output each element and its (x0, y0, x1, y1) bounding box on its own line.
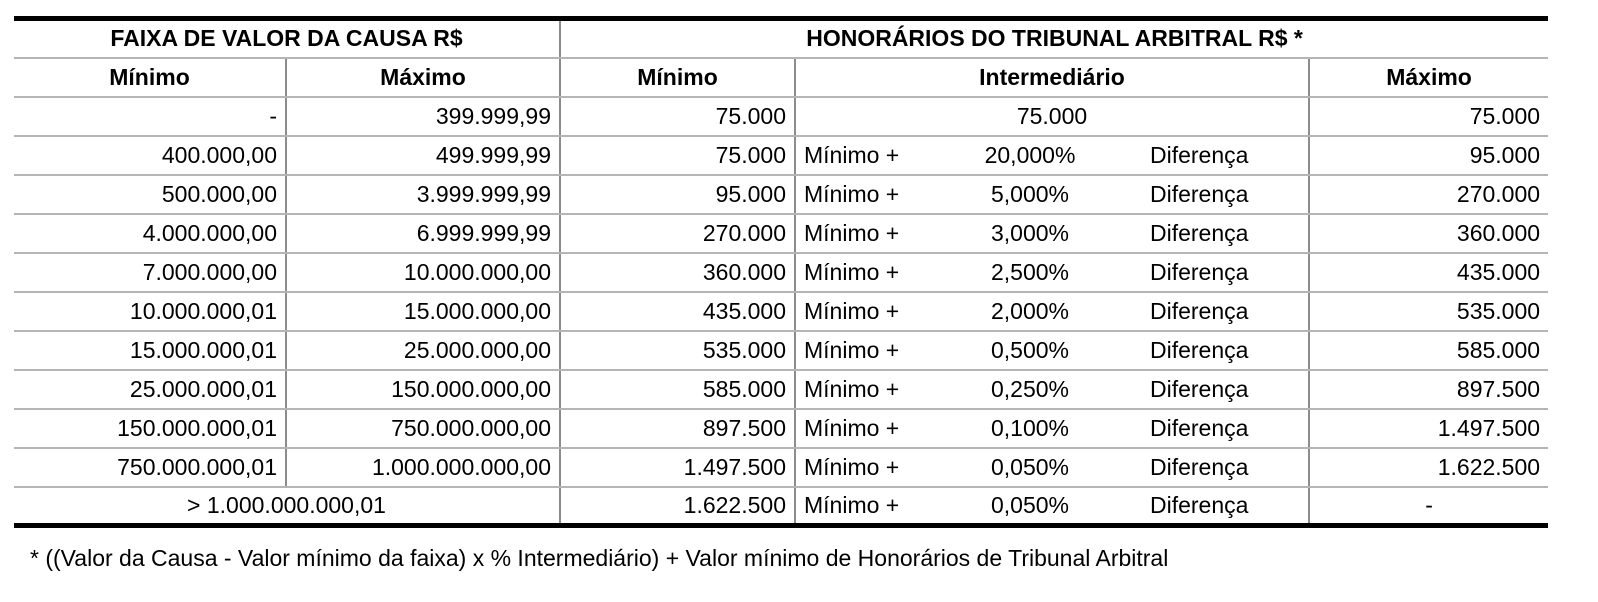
table-row (14, 292, 1548, 331)
cell-hon-max: 270.000 (1309, 175, 1548, 214)
table-row (14, 136, 1548, 175)
table-row (14, 448, 1548, 487)
cell-hon-max: 75.000 (1309, 97, 1548, 136)
table-row (14, 370, 1548, 409)
cell-hon-min: 897.500 (560, 409, 795, 448)
cell-faixa-max: 6.999.999,99 (286, 214, 560, 253)
cell-faixa-max: 10.000.000,00 (286, 253, 560, 292)
header-hon-max: Máximo (1309, 58, 1548, 97)
cell-hon-min: 270.000 (560, 214, 795, 253)
cell-minimo-label: Mínimo + (795, 448, 962, 487)
table-row (14, 487, 1548, 526)
cell-minimo-label: Mínimo + (795, 253, 962, 292)
cell-percent: 2,500% (962, 253, 1120, 292)
cell-hon-min: 535.000 (560, 331, 795, 370)
header-faixa-max: Máximo (286, 58, 560, 97)
cell-percent: 20,000% (962, 136, 1120, 175)
cell-hon-max: 435.000 (1309, 253, 1548, 292)
cell-hon-min: 75.000 (560, 136, 795, 175)
cell-faixa-max: 3.999.999,99 (286, 175, 560, 214)
cell-faixa-min: 4.000.000,00 (14, 214, 286, 253)
cell-intermediario: 75.000 (795, 97, 1309, 136)
table-row (14, 175, 1548, 214)
cell-hon-max: 1.497.500 (1309, 409, 1548, 448)
cell-minimo-label: Mínimo + (795, 487, 962, 526)
cell-diferenca: Diferença (1120, 409, 1309, 448)
cell-faixa-min: 7.000.000,00 (14, 253, 286, 292)
cell-percent: 0,050% (962, 487, 1120, 526)
cell-diferenca: Diferença (1120, 487, 1309, 526)
cell-faixa-min: 15.000.000,01 (14, 331, 286, 370)
cell-faixa-max: 15.000.000,00 (286, 292, 560, 331)
cell-minimo-label: Mínimo + (795, 292, 962, 331)
cell-faixa-max: 750.000.000,00 (286, 409, 560, 448)
cell-hon-max: 535.000 (1309, 292, 1548, 331)
cell-faixa-min: 400.000,00 (14, 136, 286, 175)
cell-hon-max: 897.500 (1309, 370, 1548, 409)
cell-faixa-min: 150.000.000,01 (14, 409, 286, 448)
cell-percent: 0,050% (962, 448, 1120, 487)
header-hon-min: Mínimo (560, 58, 795, 97)
cell-faixa-min: 500.000,00 (14, 175, 286, 214)
cell-faixa-max: 1.000.000.000,00 (286, 448, 560, 487)
cell-diferenca: Diferença (1120, 448, 1309, 487)
cell-hon-min: 95.000 (560, 175, 795, 214)
cell-hon-max: 585.000 (1309, 331, 1548, 370)
header-honorarios: HONORÁRIOS DO TRIBUNAL ARBITRAL R$ * (560, 19, 1548, 58)
cell-minimo-label: Mínimo + (795, 370, 962, 409)
cell-hon-min: 360.000 (560, 253, 795, 292)
header-hon-inter: Intermediário (795, 58, 1309, 97)
cell-hon-min: 1.622.500 (560, 487, 795, 526)
cell-percent: 2,000% (962, 292, 1120, 331)
cell-diferenca: Diferença (1120, 331, 1309, 370)
cell-faixa-max: 150.000.000,00 (286, 370, 560, 409)
cell-percent: 0,500% (962, 331, 1120, 370)
table-row (14, 214, 1548, 253)
cell-faixa-open: > 1.000.000.000,01 (14, 487, 560, 526)
sub-header-row (14, 58, 1548, 97)
table-row (14, 331, 1548, 370)
cell-hon-min: 1.497.500 (560, 448, 795, 487)
cell-diferenca: Diferença (1120, 214, 1309, 253)
cell-diferenca: Diferença (1120, 175, 1309, 214)
cell-faixa-max: 399.999,99 (286, 97, 560, 136)
cell-minimo-label: Mínimo + (795, 331, 962, 370)
header-faixa-min: Mínimo (14, 58, 286, 97)
cell-faixa-min: 25.000.000,01 (14, 370, 286, 409)
cell-diferenca: Diferença (1120, 253, 1309, 292)
cell-faixa-min: - (14, 97, 286, 136)
cell-percent: 5,000% (962, 175, 1120, 214)
cell-hon-min: 435.000 (560, 292, 795, 331)
cell-diferenca: Diferença (1120, 370, 1309, 409)
cell-hon-min: 585.000 (560, 370, 795, 409)
table-row (14, 97, 1548, 136)
cell-hon-max: - (1309, 487, 1548, 526)
footnote: * ((Valor da Causa - Valor mínimo da faixa) x % Intermediário) + Valor mínimo de Honorários de Tribunal Arbitral (30, 545, 1169, 571)
cell-minimo-label: Mínimo + (795, 214, 962, 253)
cell-percent: 0,100% (962, 409, 1120, 448)
cell-faixa-min: 10.000.000,01 (14, 292, 286, 331)
cell-hon-max: 95.000 (1309, 136, 1548, 175)
cell-faixa-max: 499.999,99 (286, 136, 560, 175)
cell-hon-max: 360.000 (1309, 214, 1548, 253)
fee-table-container (14, 16, 1548, 528)
cell-percent: 3,000% (962, 214, 1120, 253)
cell-minimo-label: Mínimo + (795, 409, 962, 448)
cell-minimo-label: Mínimo + (795, 136, 962, 175)
fee-table (14, 16, 1548, 528)
cell-hon-min: 75.000 (560, 97, 795, 136)
cell-minimo-label: Mínimo + (795, 175, 962, 214)
header-faixa: FAIXA DE VALOR DA CAUSA R$ (14, 19, 560, 58)
cell-diferenca: Diferença (1120, 136, 1309, 175)
cell-faixa-max: 25.000.000,00 (286, 331, 560, 370)
cell-faixa-min: 750.000.000,01 (14, 448, 286, 487)
cell-percent: 0,250% (962, 370, 1120, 409)
table-row (14, 409, 1548, 448)
table-row (14, 253, 1548, 292)
group-header-row (14, 19, 1548, 58)
cell-diferenca: Diferença (1120, 292, 1309, 331)
cell-hon-max: 1.622.500 (1309, 448, 1548, 487)
